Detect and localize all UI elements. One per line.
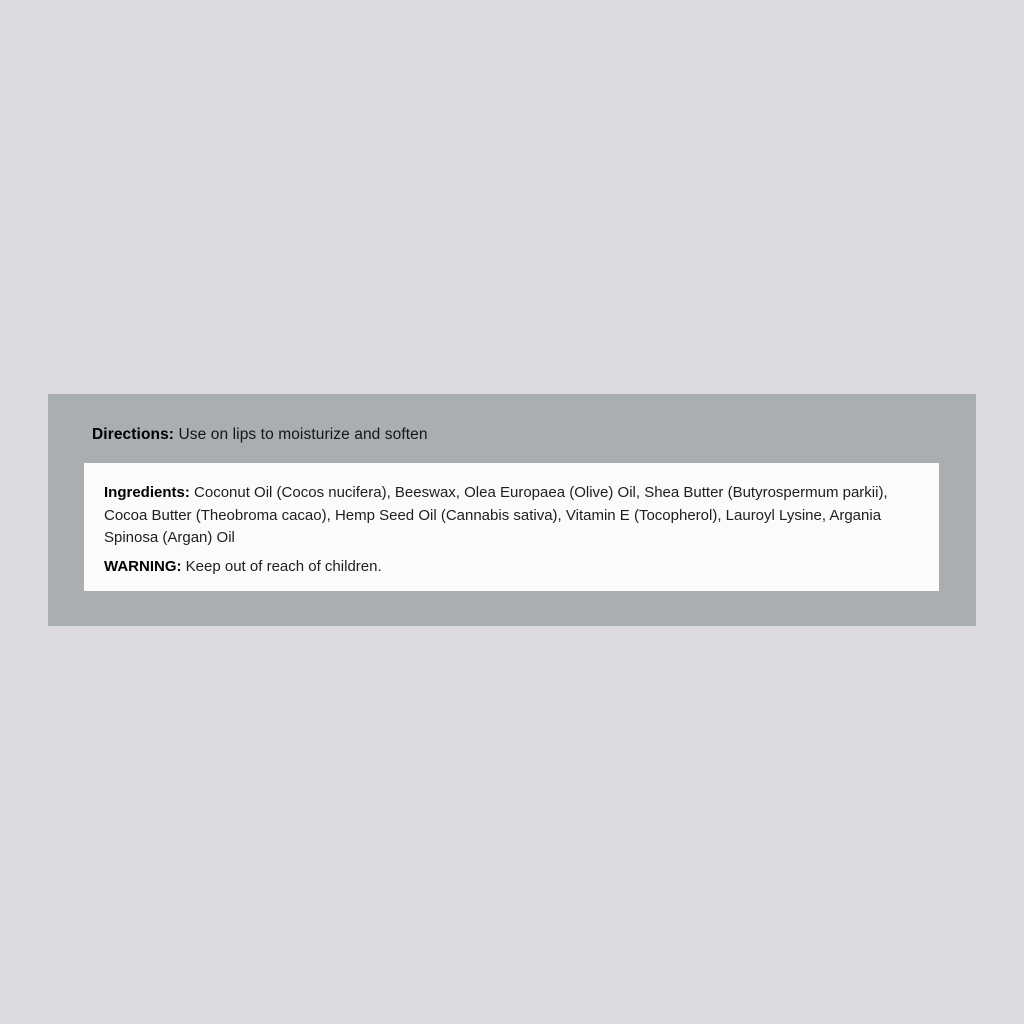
warning-block: [104, 556, 919, 578]
ingredients-text: Coconut Oil (Cocos nucifera), Beeswax, Olea Europaea (Olive) Oil, Shea Butter (Butyrospermum parkii), Cocoa Butter (Theobroma cacao), Hemp Seed Oil (Cannabis sativa), Vitamin E (Tocopherol), Lauroyl Lysine, Argania Spinosa (Argan) Oil: [104, 484, 888, 546]
ingredients-label: Ingredients:: [104, 484, 190, 501]
directions-row: [92, 426, 428, 444]
directions-text: Use on lips to moisturize and soften: [178, 426, 428, 443]
warning-label: WARNING:: [104, 558, 182, 575]
directions-label: Directions:: [92, 426, 175, 443]
ingredients-block: [104, 482, 919, 550]
ingredients-warning-card: [84, 463, 939, 591]
warning-text: Keep out of reach of children.: [185, 558, 382, 575]
supplement-info-panel: [48, 394, 976, 626]
